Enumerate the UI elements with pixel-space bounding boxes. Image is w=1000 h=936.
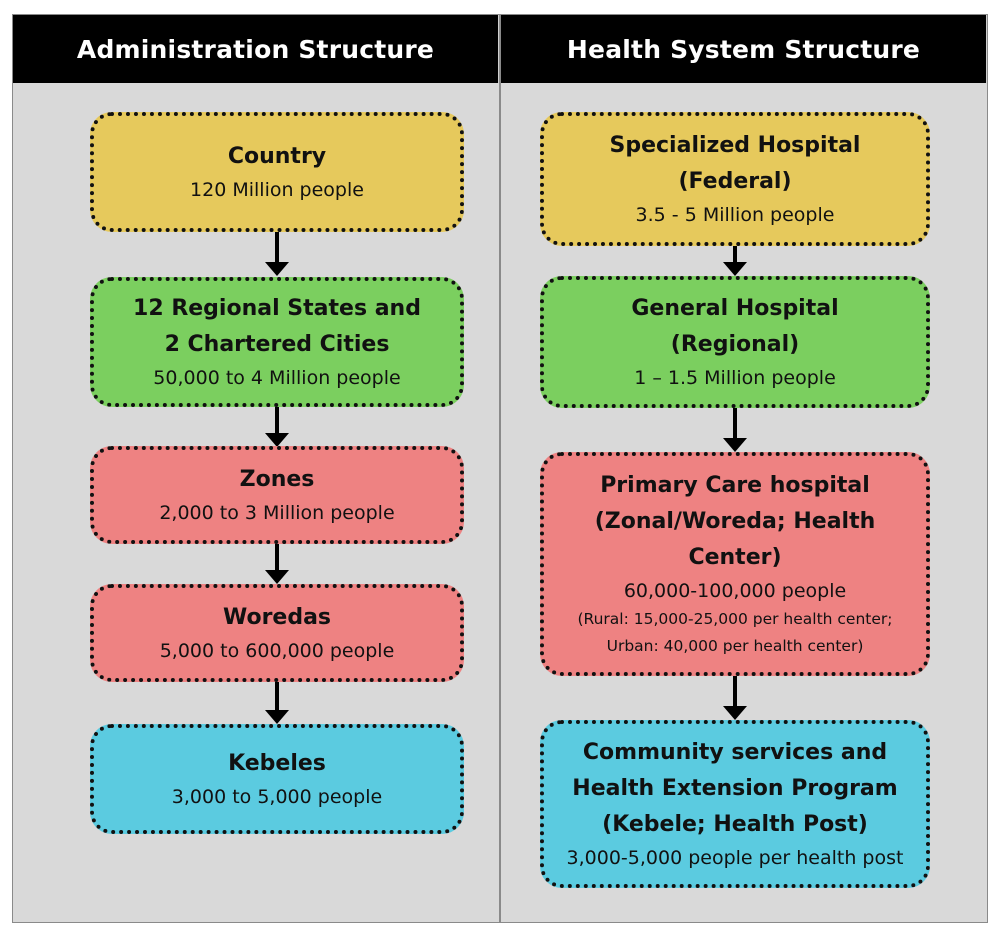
node-subtitle: 50,000 to 4 Million people: [153, 367, 401, 389]
node-title: Country: [227, 144, 327, 169]
node-subtitle: 2,000 to 3 Million people: [159, 502, 395, 524]
node-title-line1: Community services and: [582, 740, 888, 765]
node-regional-states: [90, 277, 464, 407]
node-subtitle: 120 Million people: [190, 179, 364, 201]
arrow-down-icon: [723, 676, 747, 720]
node-subtitle: 3,000 to 5,000 people: [171, 786, 383, 808]
node-title: Woredas: [222, 605, 332, 630]
node-title-line1: Primary Care hospital: [600, 473, 870, 498]
arrow-down-icon: [723, 246, 747, 276]
node-title-line2: 2 Chartered Cities: [164, 332, 390, 357]
node-subtitle: 3.5 - 5 Million people: [635, 204, 835, 226]
node-title-line3: (Kebele; Health Post): [602, 812, 868, 837]
node-title-line2: (Regional): [670, 332, 800, 357]
node-title-line1: 12 Regional States and: [133, 296, 421, 321]
arrow-down-icon: [265, 544, 289, 584]
administration-header: Administration Structure: [13, 15, 499, 83]
arrow-down-icon: [723, 408, 747, 452]
node-primary-care-hospital: [540, 452, 930, 676]
node-kebeles: [90, 724, 464, 834]
node-subtitle: 1 – 1.5 Million people: [634, 367, 836, 389]
node-title: Zones: [239, 467, 315, 492]
arrow-down-icon: [265, 232, 289, 276]
node-specialized-hospital: [540, 112, 930, 246]
health-system-header: Health System Structure: [501, 15, 987, 83]
node-subtitle: 5,000 to 600,000 people: [159, 640, 395, 662]
node-community-services: [540, 720, 930, 888]
node-general-hospital: [540, 276, 930, 408]
node-note-line1: (Rural: 15,000-25,000 per health center;: [577, 610, 893, 628]
arrow-down-icon: [265, 407, 289, 447]
node-title-line1: General Hospital: [631, 296, 839, 321]
node-country: [90, 112, 464, 232]
node-subtitle: 60,000-100,000 people: [623, 580, 847, 602]
node-title-line3: Center): [688, 545, 782, 570]
node-title-line2: Health Extension Program: [572, 776, 898, 801]
node-title: Kebeles: [228, 751, 326, 776]
node-subtitle: 3,000-5,000 people per health post: [566, 847, 904, 869]
node-title-line2: (Federal): [678, 169, 792, 194]
node-zones: [90, 446, 464, 544]
node-note-line2: Urban: 40,000 per health center): [606, 637, 864, 655]
node-title-line1: Specialized Hospital: [609, 133, 861, 158]
arrow-down-icon: [265, 682, 289, 724]
node-woredas: [90, 584, 464, 682]
node-title-line2: (Zonal/Woreda; Health: [594, 509, 876, 534]
